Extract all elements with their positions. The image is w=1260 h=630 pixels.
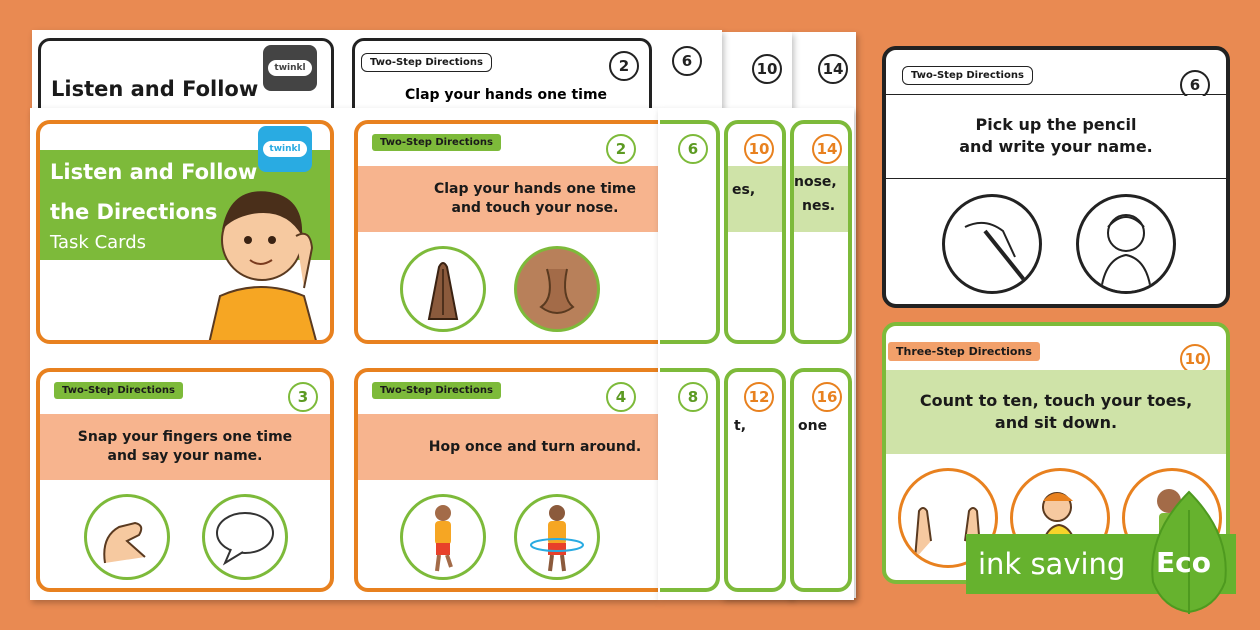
- back-sheet-title: Listen and Follow: [51, 77, 259, 101]
- sheet-number-badge: 10: [752, 54, 782, 84]
- instruction-line-1: Clap your hands one time: [433, 181, 637, 198]
- stacked-edge-text: t,: [734, 418, 747, 434]
- eco-badge-word: Eco: [1156, 546, 1211, 579]
- instruction-band: [40, 414, 330, 480]
- bw-instruction-line-2: and write your name.: [959, 137, 1153, 156]
- stacked-card-8: [660, 368, 720, 592]
- bw-direction-card: [882, 46, 1230, 308]
- bw-card-divider-bottom: [886, 178, 1226, 179]
- instruction-line-1: Hop once and turn around.: [428, 438, 642, 455]
- three-step-line-2: and sit down.: [994, 413, 1118, 432]
- direction-card-4: [354, 368, 658, 592]
- stacked-color-sheet-strips: [658, 108, 854, 600]
- step-tag: Two-Step Directions: [372, 382, 501, 399]
- direction-card-3: [36, 368, 334, 592]
- back-sheet-number-6: 6: [672, 46, 702, 76]
- stacked-card-10: [724, 120, 786, 344]
- stacked-number: 6: [678, 134, 708, 164]
- clapping-hands-icon: [400, 246, 486, 332]
- twinkl-logo: [258, 126, 312, 172]
- card-number-badge: 4: [606, 382, 636, 412]
- card-number-badge: 2: [606, 134, 636, 164]
- stacked-number: 14: [812, 134, 842, 164]
- back-logo: [263, 45, 317, 91]
- three-step-number: 10: [1180, 344, 1210, 374]
- sheet-number-badge: 14: [818, 54, 848, 84]
- instruction-band: [358, 414, 658, 480]
- back-card-step-tag: Two-Step Directions: [361, 53, 492, 72]
- nose-icon: [514, 246, 600, 332]
- direction-card-2: [354, 120, 658, 344]
- snapping-fingers-icon: [84, 494, 170, 580]
- back-card-text: Clap your hands one time: [405, 87, 608, 103]
- title-card: [36, 120, 334, 344]
- title-line-2: the Directions: [50, 200, 218, 224]
- title-line-1: Listen and Follow: [50, 160, 258, 184]
- stacked-band: [728, 166, 782, 232]
- back-bw-sheet: [32, 30, 722, 120]
- stacked-number: 12: [744, 382, 774, 412]
- stacked-card-14: [790, 120, 852, 344]
- stacked-edge-text: nes.: [802, 198, 836, 214]
- three-step-instruction-band: [886, 370, 1226, 454]
- stacked-edge-text: one: [798, 418, 828, 434]
- hand-pencil-icon: [942, 194, 1042, 294]
- step-tag: Two-Step Directions: [54, 382, 183, 399]
- bw-card-divider-top: [886, 94, 1226, 95]
- three-step-tag: Three-Step Directions: [888, 342, 1040, 361]
- three-step-line-1: Count to ten, touch your toes,: [919, 391, 1193, 411]
- bw-card-number: 6: [1180, 70, 1210, 100]
- stacked-card-12: [724, 368, 786, 592]
- boy-listening-icon: [200, 178, 330, 344]
- front-color-sheet: [30, 108, 658, 600]
- stacked-edge-text: es,: [732, 182, 756, 198]
- stacked-edge-text: nose,: [794, 174, 837, 190]
- hopping-girl-icon: [400, 494, 486, 580]
- instruction-line-1: Snap your fingers one time: [77, 429, 293, 446]
- instruction-line-2: and say your name.: [107, 448, 263, 464]
- stacked-number: 10: [744, 134, 774, 164]
- eco-badge-label: ink saving: [978, 547, 1126, 581]
- title-subtitle: Task Cards: [50, 232, 147, 253]
- girl-thinking-icon: [1076, 194, 1176, 294]
- back-logo-text: twinkl: [268, 60, 311, 76]
- back-card-number: 2: [609, 51, 639, 81]
- stacked-card-16: [790, 368, 852, 592]
- speech-bubble-icon: [202, 494, 288, 580]
- instruction-line-2: and touch your nose.: [451, 200, 619, 216]
- bw-instruction-band: [886, 96, 1226, 176]
- stacked-card-6: [660, 120, 720, 344]
- bw-instruction-line-1: Pick up the pencil: [975, 115, 1137, 135]
- instruction-band: [358, 166, 658, 232]
- step-tag: Two-Step Directions: [372, 134, 501, 151]
- stacked-number: 8: [678, 382, 708, 412]
- bw-step-tag: Two-Step Directions: [902, 66, 1033, 85]
- stacked-number: 16: [812, 382, 842, 412]
- turning-boy-icon: [514, 494, 600, 580]
- card-number-badge: 3: [288, 382, 318, 412]
- twinkl-logo-text: twinkl: [263, 141, 306, 157]
